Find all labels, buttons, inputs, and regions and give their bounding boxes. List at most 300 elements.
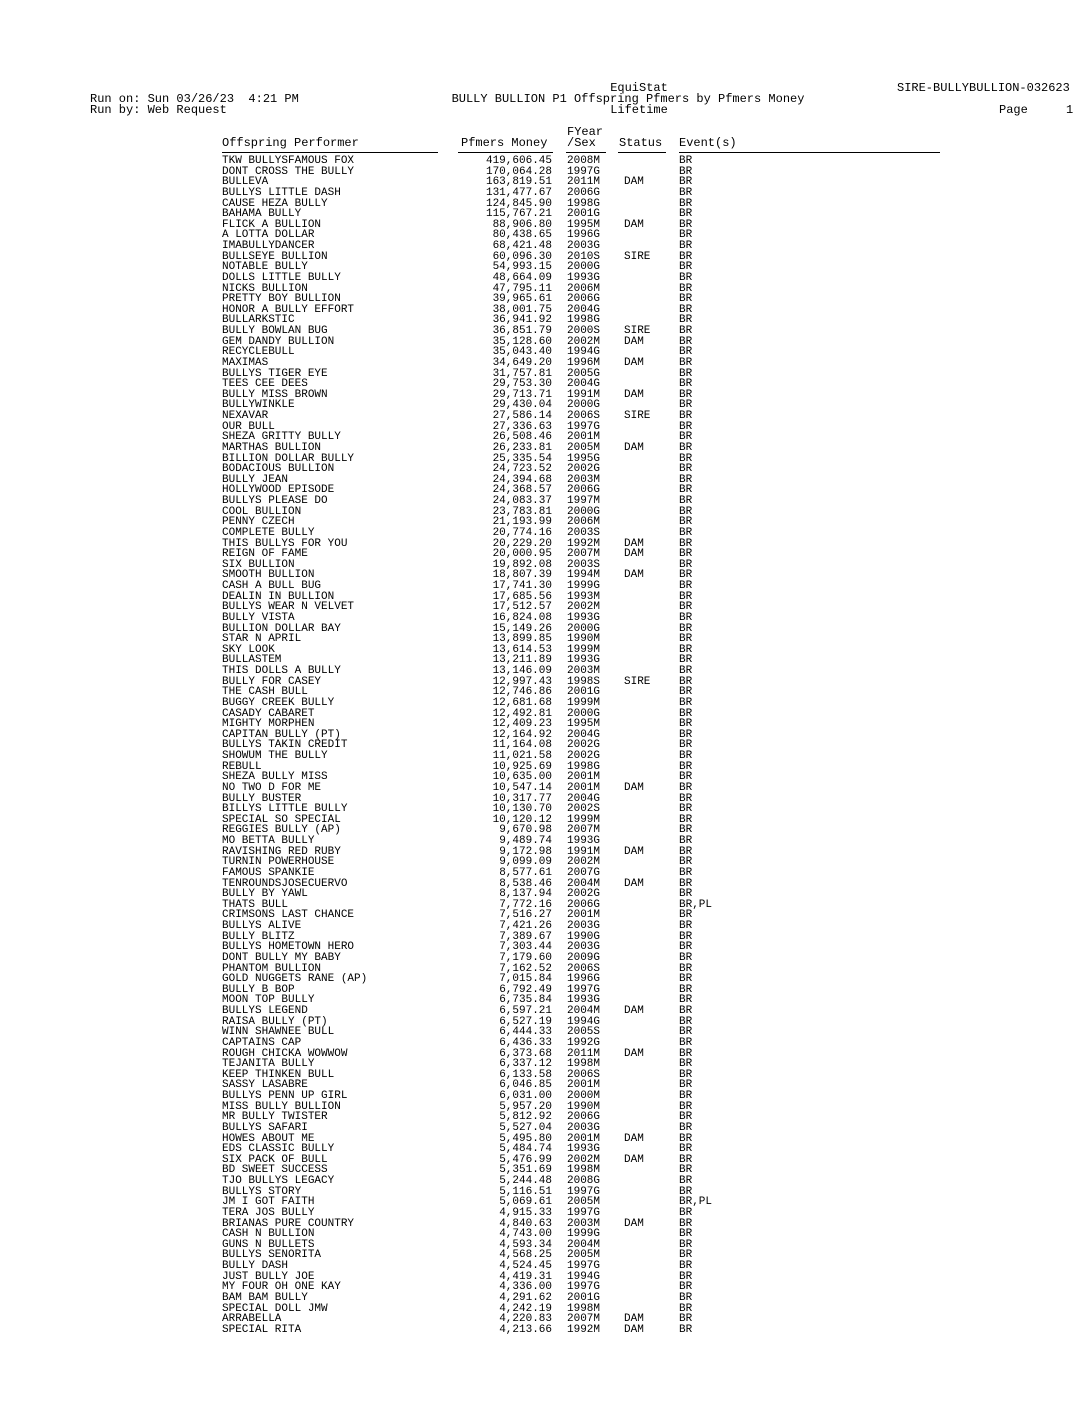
- foal-year-sex: 2003M: [567, 1217, 601, 1230]
- performer-money: 25,335.54: [492, 452, 552, 465]
- performer-money: 6,337.12: [499, 1058, 552, 1071]
- events: BR: [679, 473, 693, 486]
- performer-name: CASH A BULL BUG: [222, 580, 322, 592]
- foal-year-sex: 1997G: [567, 1260, 601, 1272]
- performer-money: 5,957.20: [499, 1100, 552, 1113]
- events: BR: [679, 973, 693, 986]
- performer-money: 5,069.61: [499, 1196, 552, 1209]
- breeding-status: DAM: [624, 1047, 644, 1060]
- performer-money: 4,915.33: [499, 1206, 552, 1219]
- foal-year-sex: 1990G: [567, 930, 601, 943]
- events: BR: [679, 505, 693, 518]
- foal-year-sex: 2001G: [567, 208, 601, 221]
- performer-name: BULLYS LITTLE DASH: [222, 186, 341, 199]
- foal-year-sex: 2001M: [567, 771, 601, 784]
- events: BR: [679, 1047, 693, 1060]
- foal-year-sex: 2001G: [567, 1291, 601, 1304]
- foal-year-sex: 1996M: [567, 356, 601, 369]
- events: BR: [679, 1121, 693, 1134]
- performer-name: NEXAVAR: [222, 410, 269, 422]
- events: BR: [679, 186, 693, 199]
- foal-year-sex: 1998G: [567, 197, 601, 210]
- performer-name: BULLY BLITZ: [222, 930, 295, 943]
- performer-money: 5,351.69: [499, 1164, 552, 1177]
- foal-year-sex: 2004G: [567, 792, 601, 805]
- performer-money: 20,229.20: [492, 537, 552, 550]
- performer-money: 24,723.52: [492, 463, 552, 476]
- column-header-performer: Offspring Performer: [222, 136, 359, 150]
- performer-name: NICKS BULLION: [222, 282, 308, 295]
- foal-year-sex: 1998G: [567, 760, 601, 773]
- performer-money: 26,508.46: [492, 431, 552, 444]
- breeding-status: DAM: [624, 356, 644, 369]
- performer-name: DONT BULLY MY BABY: [222, 951, 341, 964]
- performer-money: 6,373.68: [499, 1047, 552, 1060]
- performer-money: 12,681.68: [492, 696, 552, 709]
- foal-year-sex: 1995G: [567, 452, 601, 465]
- events: BR: [679, 633, 693, 646]
- events: BR: [679, 1068, 693, 1081]
- foal-year-sex: 2002M: [567, 1153, 601, 1166]
- performer-money: 170,064.28: [485, 165, 552, 178]
- foal-year-sex: 2003G: [567, 920, 601, 932]
- foal-year-sex: 2003S: [567, 526, 601, 539]
- events: BR: [679, 431, 693, 444]
- performer-money: 7,303.44: [499, 941, 552, 954]
- events: BR: [679, 176, 693, 189]
- events: BR: [679, 1111, 693, 1124]
- foal-year-sex: 2000G: [567, 707, 601, 720]
- performer-money: 5,244.48: [499, 1175, 552, 1187]
- foal-year-sex: 2000G: [567, 505, 601, 518]
- events: BR: [679, 920, 693, 932]
- performer-name: BD SWEET SUCCESS: [222, 1164, 328, 1177]
- events: BR: [679, 1302, 693, 1315]
- performer-name: SIX BULLION: [222, 558, 295, 571]
- foal-year-sex: 1992M: [567, 1323, 601, 1336]
- performer-name: DONT CROSS THE BULLY: [222, 165, 355, 178]
- performer-name: NO TWO D FOR ME: [222, 781, 322, 794]
- performer-name: BULLY B BOP: [222, 983, 295, 996]
- performer-money: 12,997.43: [492, 675, 552, 688]
- performer-money: 6,046.85: [499, 1079, 552, 1092]
- performer-money: 13,146.09: [492, 665, 552, 677]
- events: BR: [679, 643, 693, 656]
- foal-year-sex: 2004G: [567, 728, 601, 741]
- foal-year-sex: 2003M: [567, 665, 601, 677]
- events: BR: [679, 1015, 693, 1028]
- events: BR: [679, 548, 693, 561]
- events: BR: [679, 1143, 693, 1156]
- events: BR: [679, 282, 693, 295]
- performer-name: TEES CEE DEES: [222, 378, 308, 391]
- foal-year-sex: 1997G: [567, 165, 601, 178]
- performer-name: IMABULLYDANCER: [222, 240, 315, 252]
- performer-money: 26,233.81: [492, 441, 552, 454]
- events: BR: [679, 516, 693, 529]
- column-header-year-bottom: /Sex: [567, 136, 596, 150]
- performer-name: TERA JOS BULLY: [222, 1206, 315, 1219]
- foal-year-sex: 1997G: [567, 1281, 601, 1294]
- performer-money: 13,899.85: [492, 633, 552, 646]
- performer-name: THIS BULLYS FOR YOU: [222, 537, 348, 550]
- foal-year-sex: 1995M: [567, 718, 601, 731]
- foal-year-sex: 2006G: [567, 293, 601, 306]
- performer-money: 12,492.81: [492, 707, 552, 720]
- performer-money: 15,149.26: [492, 622, 552, 635]
- foal-year-sex: 2001M: [567, 1079, 601, 1092]
- performer-money: 7,389.67: [499, 930, 552, 943]
- foal-year-sex: 1993G: [567, 1143, 601, 1156]
- events: BR: [679, 1185, 693, 1198]
- foal-year-sex: 1992G: [567, 1036, 601, 1049]
- breeding-status: DAM: [624, 548, 644, 561]
- foal-year-sex: 2008G: [567, 1175, 601, 1187]
- foal-year-sex: 2008M: [567, 155, 601, 167]
- foal-year-sex: 2002G: [567, 463, 601, 476]
- performer-name: EDS CLASSIC BULLY: [222, 1143, 335, 1156]
- performer-money: 34,649.20: [492, 356, 552, 369]
- performer-name: FLICK A BULLION: [222, 218, 322, 231]
- events: BR: [679, 1036, 693, 1049]
- performer-money: 24,394.68: [492, 473, 552, 486]
- breeding-status: DAM: [624, 218, 644, 231]
- events: BR: [679, 356, 693, 369]
- foal-year-sex: 1993G: [567, 994, 601, 1007]
- performer-name: PHANTOM BULLION: [222, 962, 322, 975]
- performer-name: CAUSE HEZA BULLY: [222, 197, 328, 210]
- performer-money: 17,685.56: [492, 590, 552, 603]
- performer-money: 8,137.94: [499, 888, 552, 901]
- foal-year-sex: 2004G: [567, 378, 601, 391]
- foal-year-sex: 2003G: [567, 941, 601, 954]
- run-by: Run by: Web Request: [90, 103, 227, 117]
- events: BR: [679, 845, 693, 858]
- performer-name: BULLY VISTA: [222, 611, 295, 624]
- performer-money: 23,783.81: [492, 505, 552, 518]
- report-title: BULLY BULLION P1 Offspring Pfmers by Pfmers Money: [451, 92, 805, 106]
- breeding-status: SIRE: [624, 325, 651, 337]
- performer-name: BULLY BOWLAN BUG: [222, 325, 328, 337]
- breeding-status: SIRE: [624, 250, 651, 263]
- performer-money: 4,568.25: [499, 1249, 552, 1262]
- performer-money: 54,993.15: [492, 261, 552, 274]
- performer-name: SASSY LASABRE: [222, 1079, 308, 1092]
- performer-money: 10,635.00: [492, 771, 552, 784]
- performer-money: 20,000.95: [492, 548, 552, 561]
- events: BR: [679, 569, 693, 582]
- breeding-status: SIRE: [624, 675, 651, 688]
- events: BR: [679, 303, 693, 316]
- foal-year-sex: 1994G: [567, 1270, 601, 1283]
- foal-year-sex: 2002M: [567, 601, 601, 614]
- events: BR: [679, 856, 693, 869]
- performer-money: 11,021.58: [492, 750, 552, 762]
- events: BR: [679, 675, 693, 688]
- performer-money: 48,664.09: [492, 271, 552, 284]
- events: BR: [679, 1153, 693, 1166]
- foal-year-sex: 2005M: [567, 1249, 601, 1262]
- performer-money: 9,172.98: [499, 845, 552, 858]
- performer-name: BULLYS WEAR N VELVET: [222, 601, 355, 614]
- events: BR: [679, 1058, 693, 1071]
- performer-name: BULLYS SENORITA: [222, 1249, 322, 1262]
- performer-money: 6,031.00: [499, 1090, 552, 1102]
- events: BR: [679, 1005, 693, 1017]
- foal-year-sex: 2006S: [567, 410, 601, 422]
- foal-year-sex: 2002G: [567, 739, 601, 752]
- performer-money: 17,741.30: [492, 580, 552, 592]
- performer-name: BULLYS LEGEND: [222, 1005, 308, 1017]
- performer-money: 131,477.67: [485, 186, 552, 199]
- foal-year-sex: 1991M: [567, 388, 601, 401]
- performer-name: BULLEVA: [222, 176, 269, 189]
- events: BR: [679, 771, 693, 784]
- report-id: SIRE-BULLYBULLION-032623: [897, 81, 1070, 95]
- events: BR: [679, 1217, 693, 1230]
- events: BR: [679, 1175, 693, 1187]
- foal-year-sex: 1998M: [567, 1164, 601, 1177]
- foal-year-sex: 1999G: [567, 580, 601, 592]
- performer-money: 24,083.37: [492, 495, 552, 507]
- breeding-status: DAM: [624, 441, 644, 454]
- performer-name: BULLSEYE BULLION: [222, 250, 328, 263]
- events: BR: [679, 941, 693, 954]
- foal-year-sex: 1992M: [567, 537, 601, 550]
- performer-money: 4,419.31: [499, 1270, 552, 1283]
- performer-name: MOON TOP BULLY: [222, 994, 315, 1007]
- events: BR: [679, 1100, 693, 1113]
- performer-money: 163,819.51: [485, 176, 552, 189]
- performer-name: SPECIAL DOLL JMW: [222, 1302, 328, 1315]
- events: BR: [679, 218, 693, 231]
- events: BR: [679, 622, 693, 635]
- performer-money: 9,670.98: [499, 824, 552, 837]
- events: BR: [679, 962, 693, 975]
- foal-year-sex: 2010S: [567, 250, 601, 263]
- performer-name: BODACIOUS BULLION: [222, 463, 335, 476]
- events: BR: [679, 484, 693, 497]
- events: BR: [679, 463, 693, 476]
- events: BR: [679, 452, 693, 465]
- performer-name: BULLYS TIGER EYE: [222, 367, 328, 380]
- performer-name: TENROUNDSJOSECUERVO: [222, 877, 348, 890]
- foal-year-sex: 2002M: [567, 335, 601, 348]
- events: BR: [679, 1313, 693, 1326]
- foal-year-sex: 1990M: [567, 1100, 601, 1113]
- performer-money: 9,099.09: [499, 856, 552, 869]
- performer-money: 88,906.80: [492, 218, 552, 231]
- performer-money: 4,524.45: [499, 1260, 552, 1272]
- performer-money: 9,489.74: [499, 835, 552, 847]
- header-underline: [458, 152, 553, 153]
- performer-money: 4,743.00: [499, 1228, 552, 1241]
- performer-money: 10,317.77: [492, 792, 552, 805]
- performer-name: SHOWUM THE BULLY: [222, 750, 328, 762]
- performer-money: 11,164.08: [492, 739, 552, 752]
- performer-name: BILLYS LITTLE BULLY: [222, 803, 348, 816]
- performer-name: A LOTTA DOLLAR: [222, 229, 315, 242]
- performer-money: 4,336.00: [499, 1281, 552, 1294]
- performer-name: CASH N BULLION: [222, 1228, 315, 1241]
- foal-year-sex: 1998G: [567, 314, 601, 327]
- foal-year-sex: 2003S: [567, 558, 601, 571]
- performer-name: BULLYS PLEASE DO: [222, 495, 328, 507]
- breeding-status: SIRE: [624, 410, 651, 422]
- performer-name: BILLION DOLLAR BULLY: [222, 452, 355, 465]
- foal-year-sex: 2007M: [567, 824, 601, 837]
- events: BR: [679, 526, 693, 539]
- foal-year-sex: 1998M: [567, 1058, 601, 1071]
- events: BR: [679, 1270, 693, 1283]
- events: BR: [679, 537, 693, 550]
- performer-name: MISS BULLY BULLION: [222, 1100, 341, 1113]
- performer-name: WINN SHAWNEE BULL: [222, 1026, 335, 1039]
- performer-name: CRIMSONS LAST CHANCE: [222, 909, 355, 922]
- performer-money: 21,193.99: [492, 516, 552, 529]
- events: BR: [679, 441, 693, 454]
- performer-money: 68,421.48: [492, 240, 552, 252]
- performer-name: SIX PACK OF BULL: [222, 1153, 328, 1166]
- foal-year-sex: 2004M: [567, 1238, 601, 1251]
- performer-money: 4,220.83: [499, 1313, 552, 1326]
- foal-year-sex: 2000G: [567, 261, 601, 274]
- performer-name: ARRABELLA: [222, 1313, 282, 1326]
- performer-name: OUR BULL: [222, 420, 275, 433]
- performer-money: 19,892.08: [492, 558, 552, 571]
- events: BR: [679, 420, 693, 433]
- performer-money: 7,179.60: [499, 951, 552, 964]
- events: BR: [679, 1164, 693, 1177]
- events: BR: [679, 399, 693, 412]
- events: BR: [679, 325, 693, 337]
- performer-name: REIGN OF FAME: [222, 548, 308, 561]
- performer-money: 27,586.14: [492, 410, 552, 422]
- performer-name: MAXIMAS: [222, 356, 269, 369]
- events: BR: [679, 611, 693, 624]
- events: BR: [679, 1260, 693, 1272]
- events: BR: [679, 495, 693, 507]
- performer-money: 36,851.79: [492, 325, 552, 337]
- column-header-money: Pfmers Money: [461, 136, 548, 150]
- performer-name: MY FOUR OH ONE KAY: [222, 1281, 341, 1294]
- breeding-status: DAM: [624, 537, 644, 550]
- foal-year-sex: 2006M: [567, 282, 601, 295]
- performer-name: BRIANAS PURE COUNTRY: [222, 1217, 355, 1230]
- performer-money: 13,211.89: [492, 654, 552, 667]
- page-number: 1: [1066, 103, 1074, 117]
- foal-year-sex: 2000G: [567, 622, 601, 635]
- foal-year-sex: 2009G: [567, 951, 601, 964]
- foal-year-sex: 2002G: [567, 750, 601, 762]
- foal-year-sex: 2006G: [567, 898, 601, 911]
- foal-year-sex: 2000M: [567, 1090, 601, 1102]
- performer-name: BULLY MISS BROWN: [222, 388, 328, 401]
- performer-money: 6,735.84: [499, 994, 552, 1007]
- events: BR: [679, 728, 693, 741]
- header-underline: [618, 152, 666, 153]
- performer-name: MIGHTY MORPHEN: [222, 718, 315, 731]
- breeding-status: DAM: [624, 1005, 644, 1017]
- foal-year-sex: 1993G: [567, 271, 601, 284]
- events: BR: [679, 877, 693, 890]
- performer-money: 12,409.23: [492, 718, 552, 731]
- events: BR: [679, 1249, 693, 1262]
- header-underline: [566, 152, 606, 153]
- events: BR: [679, 155, 693, 167]
- performer-name: HOLLYWOOD EPISODE: [222, 484, 335, 497]
- performer-name: GOLD NUGGETS RANE (AP): [222, 973, 368, 986]
- foal-year-sex: 1994G: [567, 1015, 601, 1028]
- performer-name: COOL BULLION: [222, 505, 302, 518]
- header-underline: [679, 152, 940, 153]
- foal-year-sex: 1997G: [567, 420, 601, 433]
- foal-year-sex: 2004M: [567, 1005, 601, 1017]
- breeding-status: DAM: [624, 1132, 644, 1145]
- performer-name: CAPTAINS CAP: [222, 1036, 302, 1049]
- performer-money: 6,597.21: [499, 1005, 552, 1017]
- performer-money: 6,527.19: [499, 1015, 552, 1028]
- foal-year-sex: 1999G: [567, 1228, 601, 1241]
- foal-year-sex: 2006S: [567, 1068, 601, 1081]
- performer-name: RAVISHING RED RUBY: [222, 845, 341, 858]
- performer-money: 6,133.58: [499, 1068, 552, 1081]
- performer-money: 13,614.53: [492, 643, 552, 656]
- breeding-status: DAM: [624, 335, 644, 348]
- performer-money: 35,128.60: [492, 335, 552, 348]
- performer-money: 419,606.45: [485, 155, 552, 167]
- breeding-status: DAM: [624, 1153, 644, 1166]
- breeding-status: DAM: [624, 1217, 644, 1230]
- foal-year-sex: 2006S: [567, 962, 601, 975]
- performer-name: BULLYS SAFARI: [222, 1121, 308, 1134]
- events: BR: [679, 760, 693, 773]
- performer-name: HOWES ABOUT ME: [222, 1132, 315, 1145]
- site-name: EquiStat: [610, 81, 668, 95]
- performer-money: 6,792.49: [499, 983, 552, 996]
- foal-year-sex: 2005G: [567, 367, 601, 380]
- events: BR: [679, 888, 693, 901]
- performer-table: [0, 157, 1088, 1336]
- performer-name: MARTHAS BULLION: [222, 441, 322, 454]
- performer-money: 8,577.61: [499, 866, 552, 879]
- performer-name: THATS BULL: [222, 898, 289, 911]
- performer-money: 36,941.92: [492, 314, 552, 327]
- performer-money: 4,213.66: [499, 1323, 552, 1336]
- performer-money: 6,436.33: [499, 1036, 552, 1049]
- performer-name: THIS DOLLS A BULLY: [222, 665, 341, 677]
- performer-name: RAISA BULLY (PT): [222, 1015, 328, 1028]
- performer-name: TKW BULLYSFAMOUS FOX: [222, 155, 355, 167]
- foal-year-sex: 2001G: [567, 686, 601, 699]
- events: BR: [679, 580, 693, 592]
- foal-year-sex: 2011M: [567, 176, 601, 189]
- performer-money: 29,713.71: [492, 388, 552, 401]
- performer-name: THE CASH BULL: [222, 686, 308, 699]
- events: BR: [679, 866, 693, 879]
- performer-money: 5,116.51: [499, 1185, 552, 1198]
- performer-name: RECYCLEBULL: [222, 346, 295, 359]
- foal-year-sex: 2006M: [567, 516, 601, 529]
- performer-name: BULLASTEM: [222, 654, 282, 667]
- performer-money: 29,753.30: [492, 378, 552, 391]
- events: BR: [679, 951, 693, 964]
- performer-money: 124,845.90: [485, 197, 552, 210]
- foal-year-sex: 2002G: [567, 888, 601, 901]
- foal-year-sex: 1996G: [567, 973, 601, 986]
- events: BR: [679, 1228, 693, 1241]
- events: BR: [679, 346, 693, 359]
